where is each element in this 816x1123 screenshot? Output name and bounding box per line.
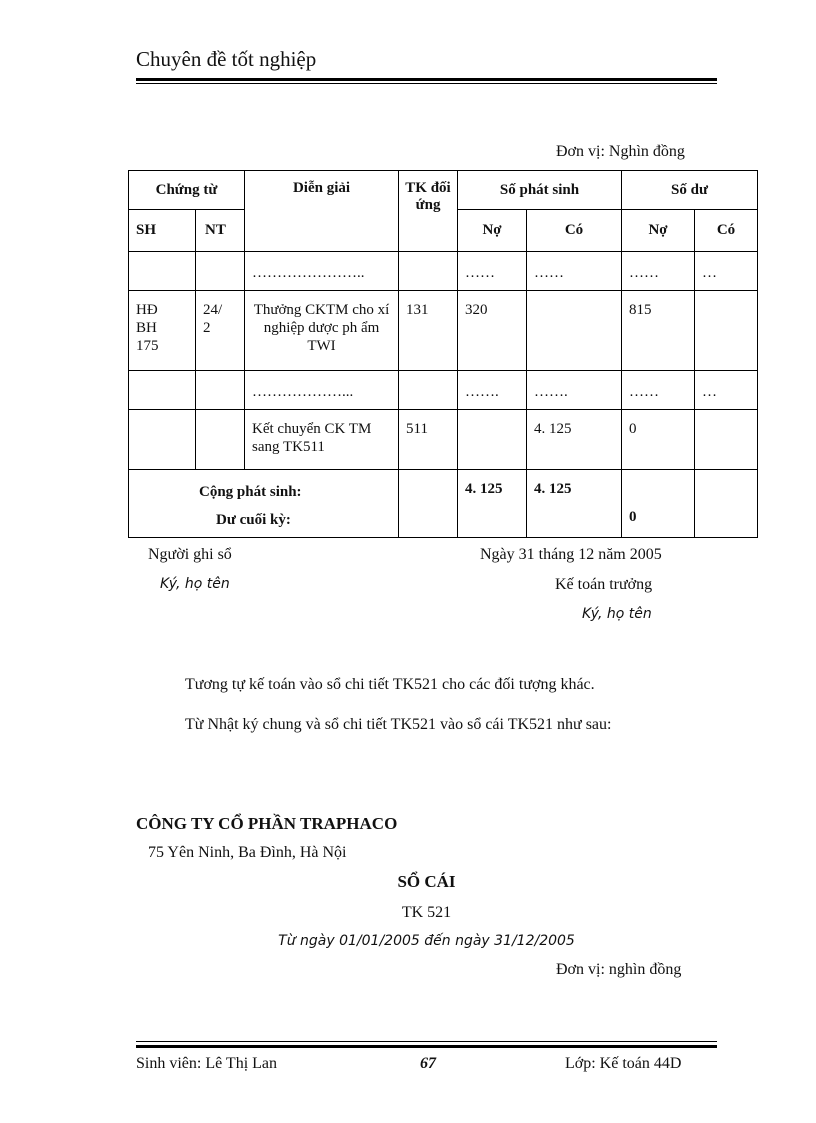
header-du-co: Có [695,210,758,252]
cell-ps-co: …… [534,265,565,281]
company-address: 75 Yên Ninh, Ba Đình, Hà Nội [148,844,347,861]
total-ps-co: 4. 125 [534,481,572,497]
cell-tk [399,252,457,258]
cell-du-no: …… [629,384,660,400]
footer-student: Sinh viên: Lê Thị Lan [136,1055,278,1072]
cell-du-co [695,410,757,416]
cell-sh [129,252,195,258]
unit-label-bottom: Đơn vị: nghìn đồng [556,961,682,978]
unit-label: Đơn vị: Nghìn đồng [556,143,685,160]
header-so-phat-sinh: Số phát sinh [458,171,622,210]
paragraph-2: Từ Nhật ký chung và sổ chi tiết TK521 vào sổ cái TK521 như sau: [185,716,612,733]
header-nt: NT [196,210,245,252]
cell-tk: 511 [406,421,428,437]
table-row [129,410,758,470]
label-cong-phat-sinh: Cộng phát sinh: [199,484,302,500]
cell-ps-co [527,291,621,301]
document-header-title: Chuyên đề tốt nghiệp [136,47,317,71]
cell-dien-giai: Kết chuyển CK TM sang TK511 [252,421,372,455]
table-row [129,252,758,291]
header-du-no: Nợ [622,210,695,252]
cell-nt: 24/ 2 [203,302,223,336]
signer-right-title: Kế toán trưởng [555,576,653,593]
footer-class: Lớp: Kế toán 44D [565,1055,682,1072]
footer-rule-thin [136,1041,717,1042]
signer-right-sub: Ký, họ tên [582,606,652,622]
cell-du-no: …… [629,265,660,281]
cell-ps-no: ……. [465,384,499,400]
cell-sh [129,410,195,416]
cell-dien-giai: ………………….. [252,265,365,281]
cell-nt [196,410,244,416]
header-chung-tu: Chứng từ [129,171,245,210]
table-row [129,291,758,371]
footer-rule-thick [136,1045,717,1048]
cell-ps-no: 320 [465,302,488,318]
cell-sh: HĐ BH 175 [136,302,159,354]
cell-sh [129,371,195,377]
company-name: CÔNG TY CỔ PHẦN TRAPHACO [136,814,398,833]
cell-du-co: … [702,265,718,281]
header-ps-co: Có [527,210,622,252]
cell-nt [196,252,244,258]
cell-tk [399,371,457,377]
label-du-cuoi-ky: Dư cuối kỳ: [216,512,291,528]
cell-du-no: 815 [629,302,652,318]
totals-row [129,470,758,538]
header-rule-thick [136,78,717,81]
total-ps-no: 4. 125 [465,481,503,497]
table-row [129,371,758,410]
book-title: SỔ CÁI [397,872,456,891]
period-range: Từ ngày 01/01/2005 đến ngày 31/12/2005 [278,933,575,949]
header-sh: SH [129,210,196,252]
cell-du-co [695,291,757,301]
cell-tk: 131 [406,302,429,318]
header-so-du: Số dư [622,171,758,210]
cell-dien-giai: ………………... [252,384,354,400]
paragraph-1: Tương tự kế toán vào sổ chi tiết TK521 cho các đối tượng khác. [185,676,595,693]
header-ps-no: Nợ [458,210,527,252]
header-tk-doi-ung: TK đối ứng [399,171,458,252]
header-rule-thin [136,83,717,84]
cell-dien-giai: Thưởng CKTM cho xí nghiệp dược ph ẩm TWI [253,302,390,354]
footer-page-number: 67 [420,1055,436,1072]
header-dien-giai: Diễn giải [245,171,399,252]
signature-date: Ngày 31 tháng 12 năm 2005 [480,546,662,563]
cell-du-co: … [702,384,718,400]
cell-ps-co: ……. [534,384,568,400]
cell-ps-co: 4. 125 [534,421,572,437]
account-code: TK 521 [401,904,452,921]
cell-nt [196,371,244,377]
signer-left-sub: Ký, họ tên [160,576,230,592]
cell-du-no: 0 [629,421,637,437]
ledger-table [128,170,758,538]
cell-ps-no: …… [465,265,496,281]
cell-ps-no [458,410,526,420]
signer-left-title: Người ghi sổ [148,546,232,563]
total-du-no: 0 [629,509,637,525]
